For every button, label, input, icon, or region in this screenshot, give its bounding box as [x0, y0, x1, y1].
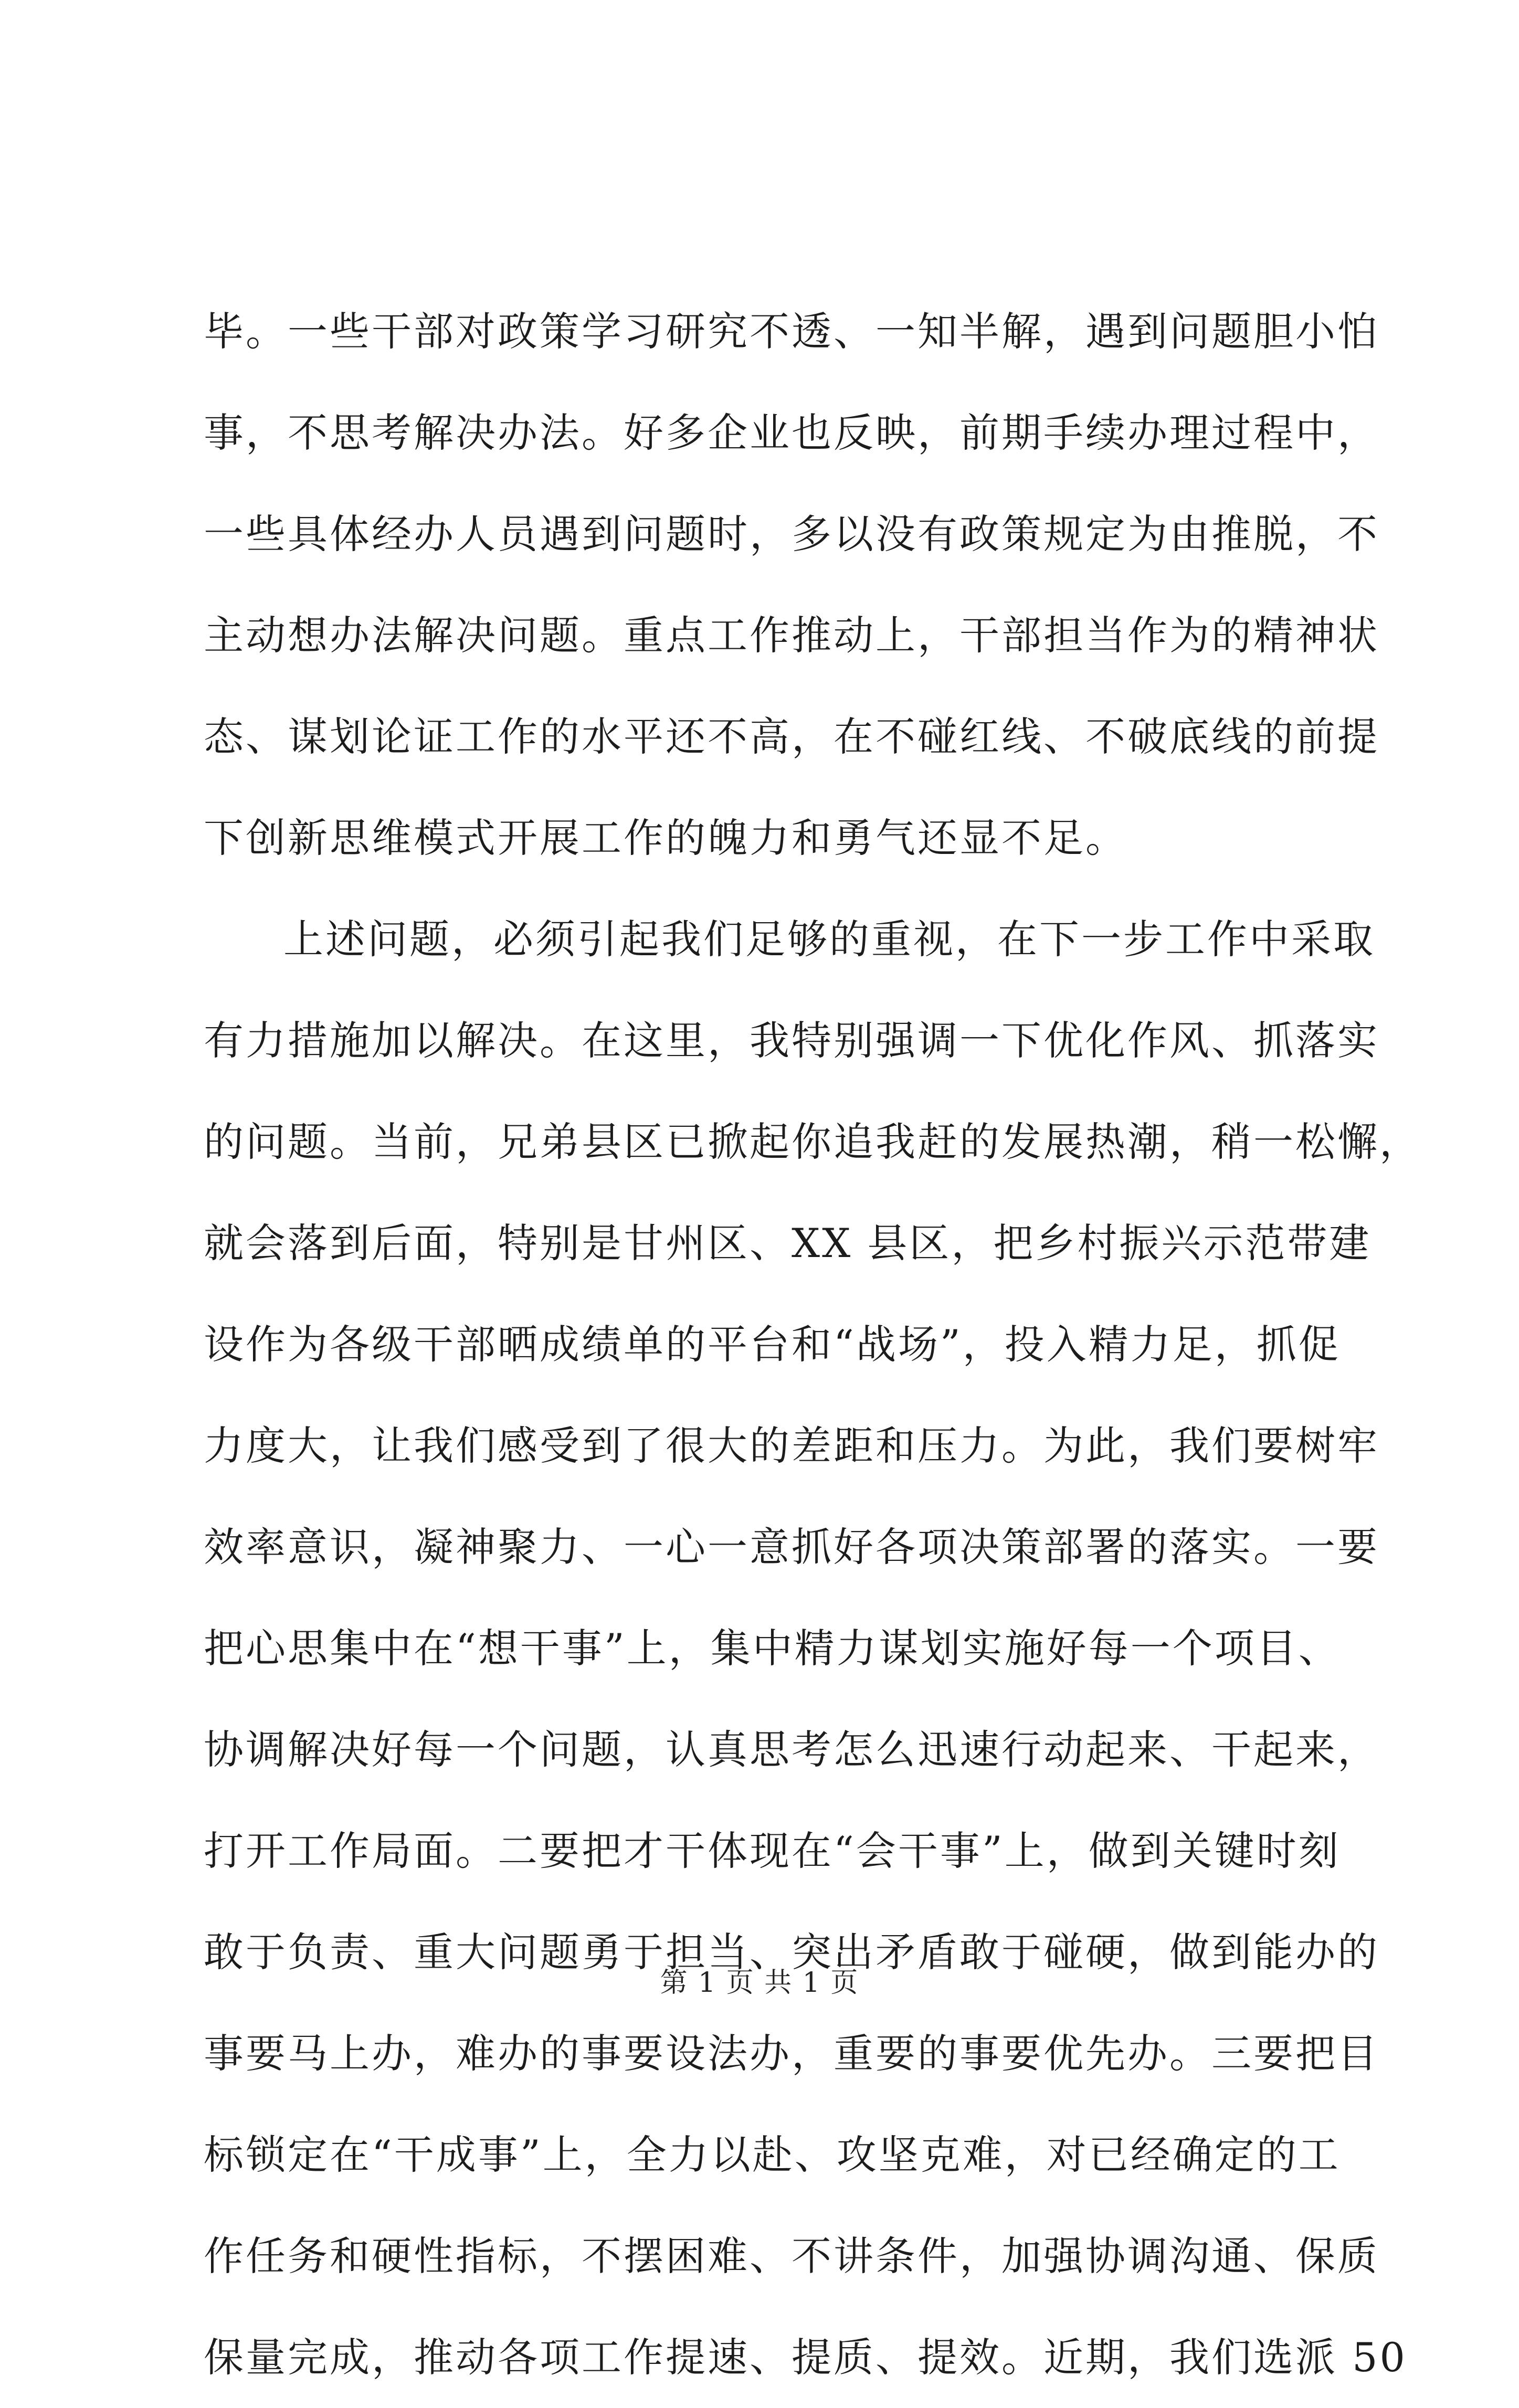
text-line: 主动想办法解决问题。重点工作推动上，干部担当作为的精神状 [204, 612, 1379, 659]
text-line: 作任务和硬性指标，不摆困难、不讲条件，加强协调沟通、保质 [204, 2233, 1379, 2279]
text-line: 事，不思考解决办法。好多企业也反映，前期手续办理过程中， [204, 409, 1379, 456]
text-line: 的问题。当前，兄弟县区已掀起你追我赶的发展热潮，稍一松懈， [204, 1118, 1421, 1165]
text-line: 事要马上办，难办的事要设法办，重要的事要优先办。三要把目 [204, 2030, 1379, 2077]
paragraph-2 [204, 889, 1421, 2408]
text-line: 打开工作局面。二要把才干体现在“会干事”上，做到关键时刻 [204, 1828, 1341, 1874]
text-line: 有力措施加以解决。在这里，我特别强调一下优化作风、抓落实 [204, 1017, 1379, 1064]
text-line: 力度大，让我们感受到了很大的差距和压力。为此，我们要树牢 [204, 1422, 1379, 1469]
text-line: 协调解决好每一个问题，认真思考怎么迅速行动起来、干起来， [204, 1726, 1379, 1773]
body-text [204, 281, 1421, 2408]
text-line: 下创新思维模式开展工作的魄力和勇气还显不足。 [204, 815, 1127, 861]
text-line: 保量完成，推动各项工作提速、提质、提效。近期，我们选派 50 [204, 2334, 1407, 2381]
text-line: 一些具体经办人员遇到问题时，多以没有政策规定为由推脱，不 [204, 511, 1379, 557]
page-footer: 第 1 页 共 1 页 [660, 1967, 859, 1999]
text-line: 上述问题，必须引起我们足够的重视，在下一步工作中采取 [283, 916, 1375, 963]
text-line: 就会落到后面，特别是甘州区、XX 县区，把乡村振兴示范带建 [204, 1220, 1372, 1266]
text-line: 效率意识，凝神聚力、一心一意抓好各项决策部署的落实。一要 [204, 1524, 1379, 1570]
text-line: 敢于负责、重大问题勇于担当、突出矛盾敢于碰硬，做到能办的 [204, 1929, 1379, 1976]
text-line: 把心思集中在“想干事”上，集中精力谋划实施好每一个项目、 [204, 1625, 1341, 1672]
text-line: 态、谋划论证工作的水平还不高，在不碰红线、不破底线的前提 [204, 713, 1379, 760]
paragraph-1 [204, 281, 1379, 889]
text-line: 设作为各级干部晒成绩单的平台和“战场”，投入精力足，抓促 [204, 1321, 1341, 1368]
text-line: 毕。一些干部对政策学习研究不透、一知半解，遇到问题胆小怕 [204, 308, 1379, 355]
text-line: 标锁定在“干成事”上，全力以赴、攻坚克难，对已经确定的工 [204, 2131, 1341, 2178]
